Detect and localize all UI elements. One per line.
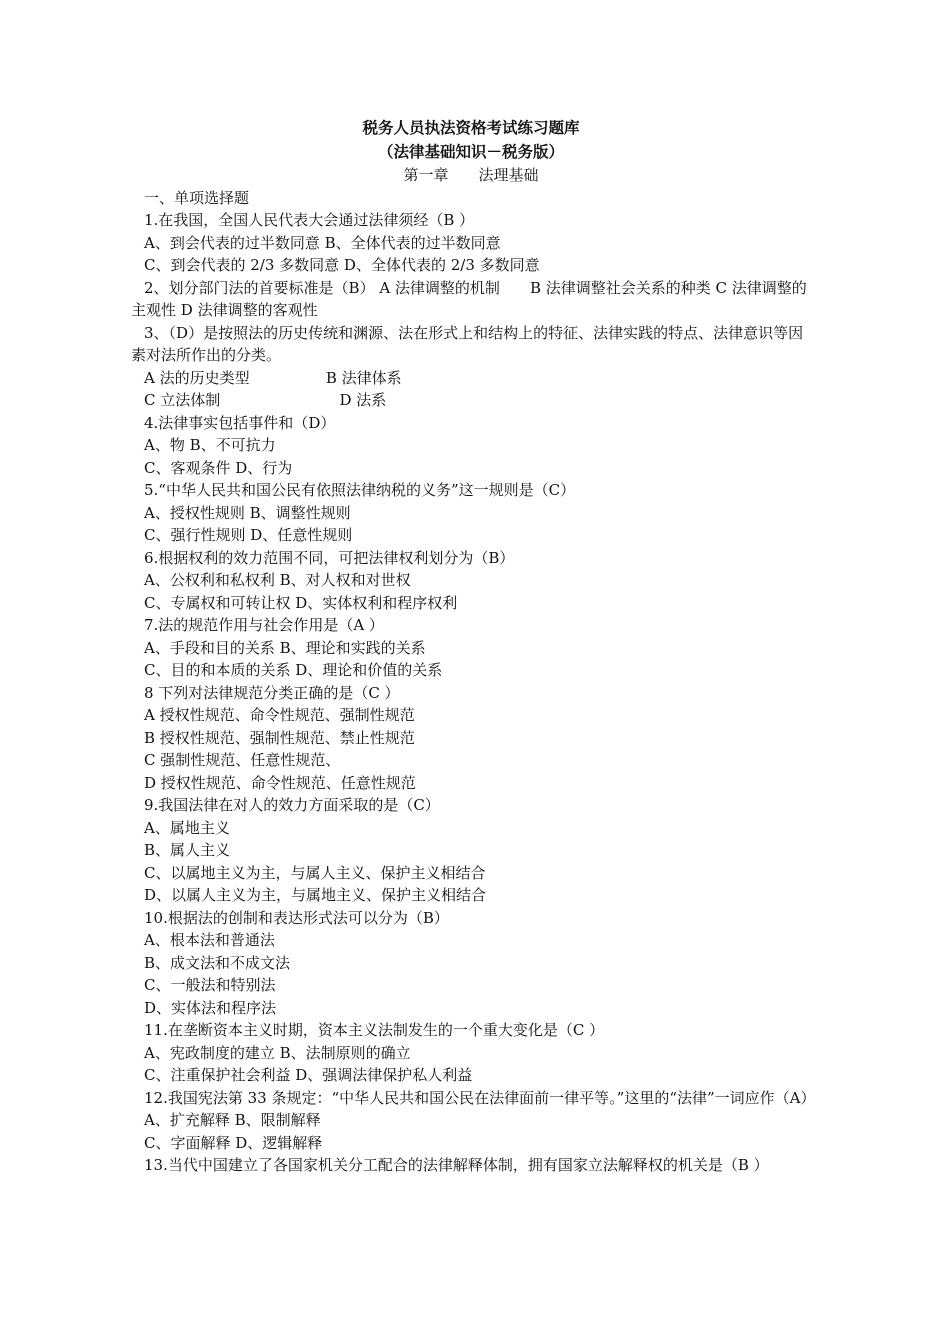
document-title: 税务人员执法资格考试练习题库 [362,118,580,137]
text-line: C 立法体制 D 法系 [144,391,387,409]
text-line: B 授权性规范、强制性规范、禁止性规范 [144,728,415,747]
text-line: 10.根据法的创制和表达形式法可以分为（B） [144,908,449,927]
question-list [131,187,816,1177]
text-line: A、根本法和普通法 [144,931,275,949]
text-line: B、属人主义 [144,841,231,859]
text-line: C、以属地主义为主，与属人主义、保护主义相结合 [144,863,486,882]
text-line: D、以属人主义为主，与属地主义、保护主义相结合 [144,886,487,904]
text-line: A、手段和目的关系 B、理论和实践的关系 [144,638,426,657]
text-line: A、到会代表的过半数同意 B、全体代表的过半数同意 [144,233,501,252]
text-line: A 授权性规范、命令性规范、强制性规范 [144,706,415,724]
text-line: 一、单项选择题 [144,188,250,207]
text-line: C、一般法和特别法 [144,976,276,994]
text-line: B、成文法和不成文法 [144,953,291,972]
text-line: 6.根据权利的效力范围不同，可把法律权利划分为（B） [144,548,515,567]
text-line: C、客观条件 D、行为 [144,458,293,477]
text-line: C、目的和本质的关系 D、理论和价值的关系 [144,661,443,679]
text-line: A、扩充解释 B、限制解释 [144,1111,321,1129]
text-line: D、实体法和程序法 [144,998,277,1017]
text-line: 5.“中华人民共和国公民有依照法律纳税的义务”这一规则是（C） [144,481,576,499]
text-line: 8 下列对法律规范分类正确的是（C ） [144,683,400,702]
text-line: 3、（D）是按照法的历史传统和渊源、法在形式上和结构上的特征、法律实践的特点、法律意识等因素对法所作出的分类。 [131,323,804,364]
text-line: 4.法律事实包括事件和（D） [144,413,336,432]
text-line: C、注重保护社会利益 D、强调法律保护私人利益 [144,1066,473,1084]
text-line: A、属地主义 [144,818,230,837]
document-content [131,116,816,1177]
text-line: A、公权利和私权利 B、对人权和对世权 [144,571,411,589]
document-subtitle: （法律基础知识－税务版） [377,142,564,161]
text-line: 12.我国宪法第 33 条规定：“中华人民共和国公民在法律面前一律平等。”这里的“法律”一词应作（A） [144,1088,816,1107]
text-line: 9.我国法律在对人的效力方面采取的是（C） [144,796,440,814]
text-line: 13.当代中国建立了各国家机关分工配合的法律解释体制，拥有国家立法解释权的机关是（B ） [144,1156,769,1174]
text-line: A、宪政制度的建立 B、法制原则的确立 [144,1043,411,1062]
text-line: C、到会代表的 2/3 多数同意 D、全体代表的 2/3 多数同意 [144,256,540,274]
text-line: D 授权性规范、命令性规范、任意性规范 [144,773,416,792]
text-line: C、强行性规则 D、任意性规则 [144,526,353,544]
text-line: C、字面解释 D、逻辑解释 [144,1133,323,1152]
text-line: A 法的历史类型 B 法律体系 [144,368,402,387]
text-line: 1.在我国，全国人民代表大会通过法律须经（B ） [144,211,475,229]
text-line: 11.在垄断资本主义时期，资本主义法制发生的一个重大变化是（C ） [144,1021,605,1039]
text-line: A、授权性规则 B、调整性规则 [144,503,351,522]
text-line: A、物 B、不可抗力 [144,436,276,454]
text-line: C、专属权和可转让权 D、实体权利和程序权利 [144,593,458,612]
text-line: C 强制性规范、任意性规范、 [144,751,341,769]
text-line: 2、划分部门法的首要标准是（B） A 法律调整的机制 B 法律调整社会关系的种类 C 法律调整的主观性 D 法律调整的客观性 [131,278,807,319]
text-line: 7.法的规范作用与社会作用是（A ） [144,616,384,634]
chapter-heading: 第一章 法理基础 [403,166,539,184]
